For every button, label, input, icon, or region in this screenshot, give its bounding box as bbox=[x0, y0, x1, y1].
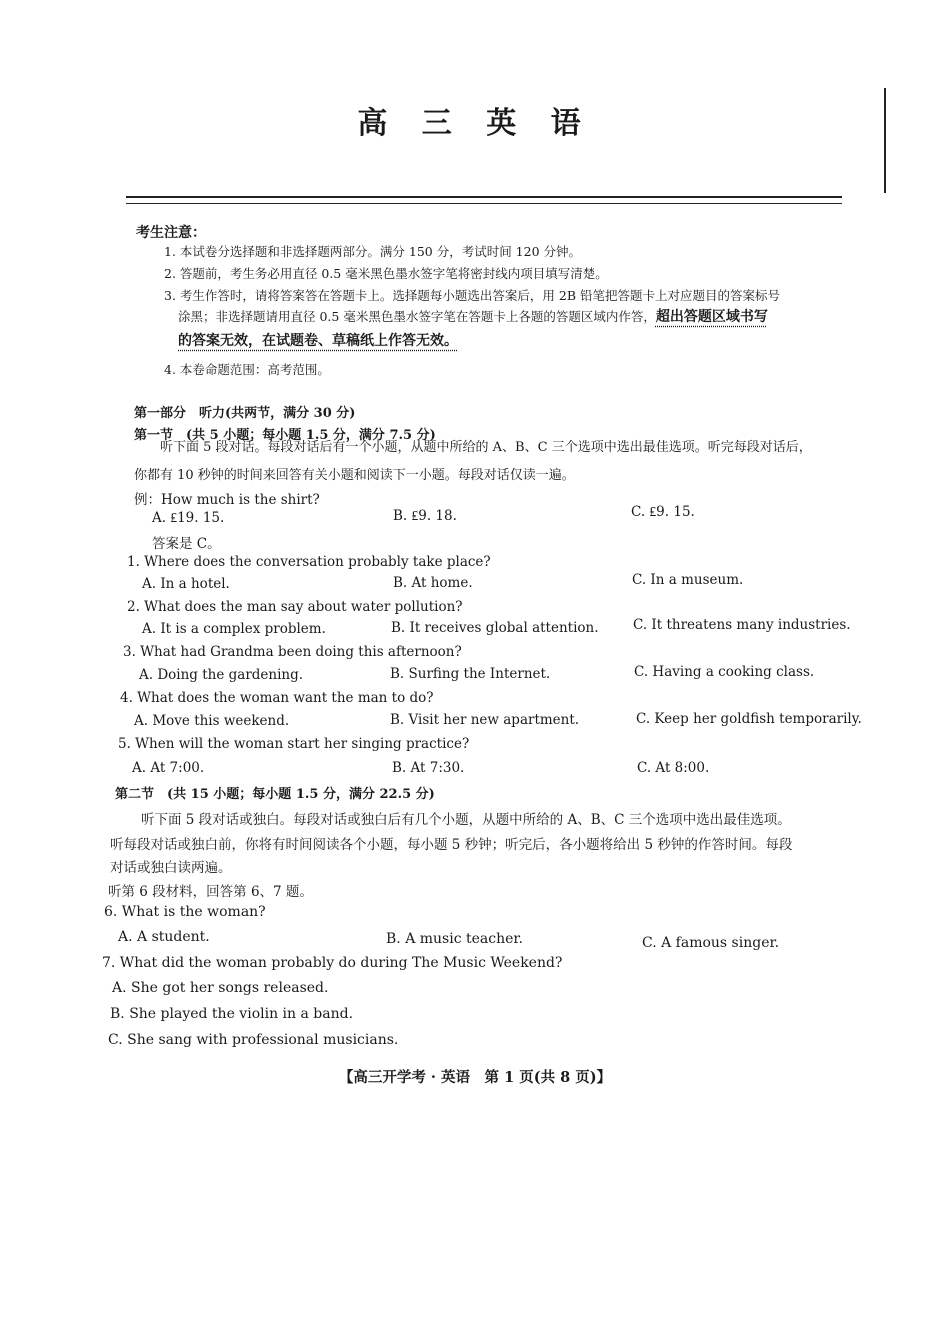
binding-edge-line bbox=[884, 88, 886, 193]
question-5-option-b: B. At 7:30. bbox=[392, 760, 465, 776]
section2-heading: 第二节 (共 15 小题；每小题 1.5 分，满分 22.5 分) bbox=[115, 787, 435, 802]
example-option-c: C. ₤9. 15. bbox=[631, 504, 695, 520]
question-1: 1. Where does the conversation probably take place? bbox=[127, 554, 491, 570]
notice-item-2: 2. 答题前，考生务必用直径 0.5 毫米黑色墨水签字笔将密封线内项目填写清楚。 bbox=[164, 266, 608, 281]
header-rule bbox=[126, 196, 842, 204]
section2-instructions-1: 听下面 5 段对话或独白。每段对话或独白后有几个小题，从题中所给的 A、B、C 三个选项中选出最佳选项。 bbox=[141, 812, 791, 828]
question-3-option-a: A. Doing the gardening. bbox=[139, 667, 304, 683]
question-4-option-a: A. Move this weekend. bbox=[134, 713, 290, 729]
example-option-a: A. ₤19. 15. bbox=[152, 510, 225, 526]
example-answer: 答案是 C。 bbox=[152, 536, 221, 552]
question-3-option-b: B. Surfing the Internet. bbox=[390, 666, 551, 682]
question-6-option-a: A. A student. bbox=[118, 929, 210, 945]
question-2-option-c: C. It threatens many industries. bbox=[633, 617, 851, 633]
notice-item-3-text: 涂黑；非选择题请用直径 0.5 毫米黑色墨水签字笔在答题卡上各题的答题区域内作答， bbox=[178, 309, 656, 324]
notice-item-3-cont bbox=[178, 306, 768, 326]
section2-instructions-2: 听每段对话或独白前，你将有时间阅读各个小题，每小题 5 秒钟；听完后，各小题将给出 5 秒钟的作答时间。每段 bbox=[110, 837, 793, 853]
question-5: 5. When will the woman start her singing practice? bbox=[118, 736, 470, 752]
notice-item-3-emphasis: 超出答题区域书写 bbox=[655, 309, 768, 325]
question-4-option-c: C. Keep her goldfish temporarily. bbox=[636, 711, 862, 727]
page-footer: 【高三开学考 · 英语 第 1 页(共 8 页)】 bbox=[338, 1069, 612, 1086]
example-option-b: B. ₤9. 18. bbox=[393, 508, 457, 524]
question-2-option-b: B. It receives global attention. bbox=[391, 620, 599, 636]
question-7-option-c: C. She sang with professional musicians. bbox=[108, 1032, 399, 1048]
question-7-option-b: B. She played the violin in a band. bbox=[110, 1006, 354, 1022]
section1-instructions-1: 听下面 5 段对话。每段对话后有一个小题，从题中所给的 A、B、C 三个选项中选出最佳选项。听完每段对话后， bbox=[160, 440, 812, 455]
question-5-option-c: C. At 8:00. bbox=[637, 760, 710, 776]
question-2: 2. What does the man say about water pollution? bbox=[127, 599, 463, 615]
question-1-option-b: B. At home. bbox=[393, 575, 473, 591]
part1-heading: 第一部分 听力(共两节，满分 30 分) bbox=[134, 406, 356, 421]
notice-item-3-end: 的答案无效，在试题卷、草稿纸上作答无效。 bbox=[178, 333, 458, 349]
question-7: 7. What did the woman probably do during The Music Weekend? bbox=[102, 955, 563, 971]
material-6-instruction: 听第 6 段材料，回答第 6、7 题。 bbox=[108, 884, 313, 900]
page-title: 高 三 英 语 bbox=[357, 106, 593, 141]
question-4: 4. What does the woman want the man to do? bbox=[120, 690, 434, 706]
notice-item-1: 1. 本试卷分选择题和非选择题两部分。满分 150 分，考试时间 120 分钟。 bbox=[164, 244, 582, 259]
section1-heading: 第一节 (共 5 小题；每小题 1.5 分，满分 7.5 分) bbox=[134, 428, 436, 443]
question-4-option-b: B. Visit her new apartment. bbox=[390, 712, 580, 728]
question-3: 3. What had Grandma been doing this afternoon? bbox=[123, 644, 462, 660]
notice-item-3: 3. 考生作答时，请将答案答在答题卡上。选择题每小题选出答案后，用 2B 铅笔把答题卡上对应题目的答案标号 bbox=[164, 288, 780, 303]
question-2-option-a: A. It is a complex problem. bbox=[142, 621, 326, 637]
question-6-option-b: B. A music teacher. bbox=[386, 931, 523, 947]
question-1-option-a: A. In a hotel. bbox=[142, 576, 230, 592]
question-3-option-c: C. Having a cooking class. bbox=[634, 664, 815, 680]
section2-instructions-3: 对话或独白读两遍。 bbox=[110, 860, 232, 876]
question-1-option-c: C. In a museum. bbox=[632, 572, 744, 588]
section1-instructions-2: 你都有 10 秒钟的时间来回答有关小题和阅读下一小题。每段对话仅读一遍。 bbox=[134, 468, 575, 483]
question-5-option-a: A. At 7:00. bbox=[132, 760, 205, 776]
example-question: 例：How much is the shirt? bbox=[134, 492, 320, 508]
notice-heading: 考生注意： bbox=[136, 225, 206, 241]
question-6-option-c: C. A famous singer. bbox=[642, 935, 780, 951]
question-7-option-a: A. She got her songs released. bbox=[112, 980, 329, 996]
notice-item-4: 4. 本卷命题范围：高考范围。 bbox=[164, 362, 330, 377]
question-6: 6. What is the woman? bbox=[104, 904, 266, 920]
